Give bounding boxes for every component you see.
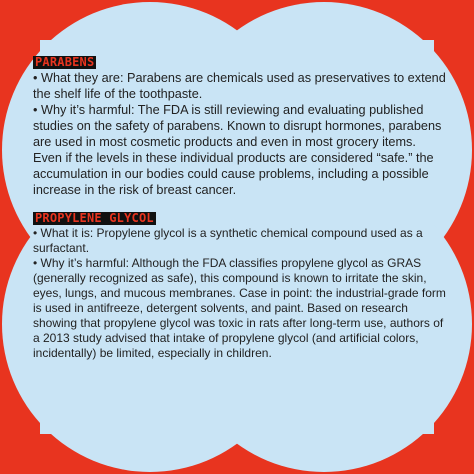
bullet-why-harmful: • Why it’s harmful: The FDA is still reviewing and evaluating published studies on the safety of parabens. Known to disrupt hormones, parabens are used in most cosmetic products and even in most grocery items. Even if the levels in these individual products are considered “safe.” the accumulation in our bodies could cause problems, including a possible increase in the risk of breast cancer. [33, 103, 442, 197]
text-content [33, 54, 447, 361]
bullet-why-harmful: • Why it’s harmful: Although the FDA classifies propylene glycol as GRAS (generally recognized as safe), this compound is known to irritate the skin, eyes, lungs, and mucous membranes. Case in point: the industrial-grade form is used in antifreeze, detergent solvents, and paint. Based on research showing that propylene glycol was toxic in rats after long-term use, authors of a 2013 study advised that intake of propylene glycol (and artificial colors, incidentally) be limited, especially in children. [33, 256, 446, 360]
bullet-what-they-are: • What they are: Parabens are chemicals used as preservatives to extend the shelf life of the toothpaste. [33, 71, 446, 101]
section-heading: PARABENS [35, 55, 95, 69]
bullet-what-it-is: • What it is: Propylene glycol is a synthetic chemical compound used as a surfactant. [33, 226, 423, 255]
section-parabens [33, 54, 447, 198]
section-heading: PROPYLENE GLYCOL [35, 211, 154, 225]
section-propylene-glycol [33, 210, 447, 361]
